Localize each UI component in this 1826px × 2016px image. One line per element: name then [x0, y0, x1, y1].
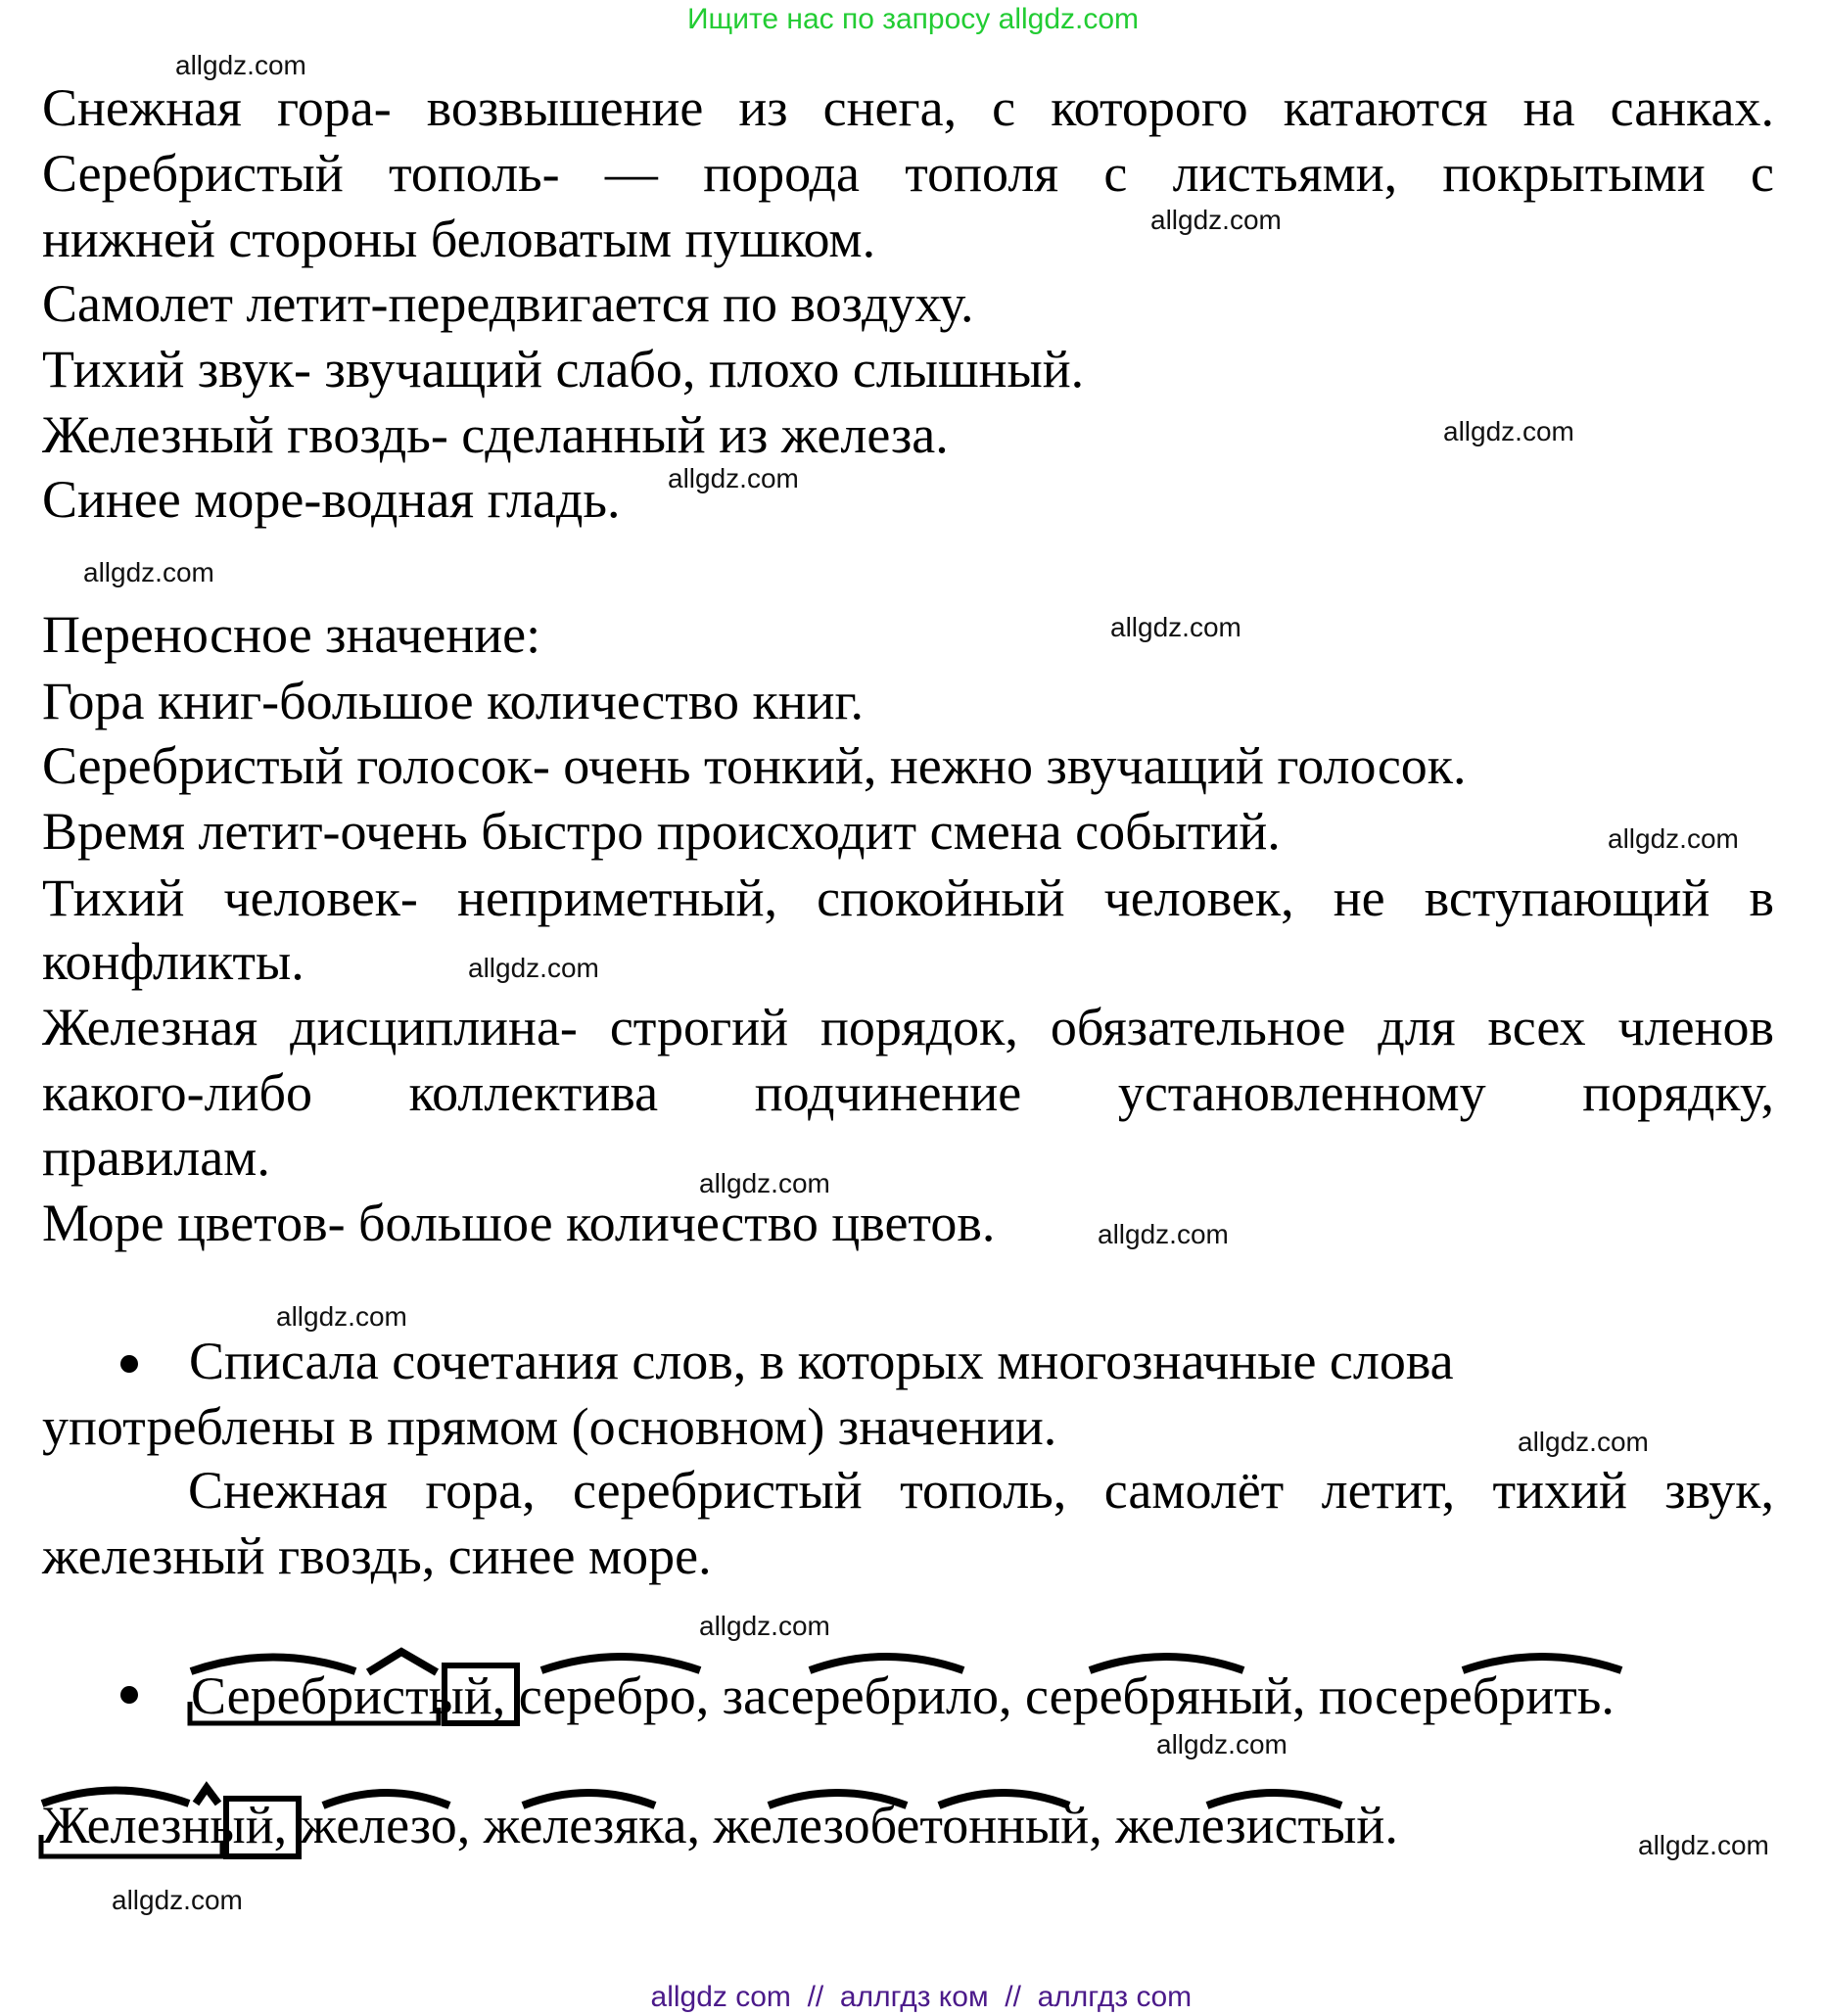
figurative-meaning-line: конфликты. — [42, 932, 304, 991]
watermark: allgdz.com — [1150, 205, 1282, 235]
watermark: allgdz.com — [1110, 612, 1241, 642]
direct-meaning-line: Тихий звук- звучащий слабо, плохо слышный. — [42, 340, 1085, 399]
bullet-icon — [120, 1355, 138, 1373]
word-stem: Серебрист — [191, 1666, 429, 1725]
task-answer-line: Снежная гора, серебристый тополь, самолёт летит, тихий звук, — [188, 1461, 1774, 1520]
direct-meaning-line: Железный гвоздь- сделанный из железа. — [42, 405, 949, 464]
figurative-meaning-line: Море цветов- большое количество цветов. — [42, 1194, 996, 1252]
word-stem: Железн — [42, 1796, 211, 1854]
direct-meaning-line: нижней стороны беловатым пушком. — [42, 210, 876, 268]
word-ending: ый — [210, 1796, 274, 1854]
direct-meaning-line: Самолет летит-передвигается по воздуху. — [42, 274, 974, 333]
watermark: allgdz.com — [699, 1611, 830, 1641]
direct-meaning-line: Снежная гора- возвышение из снега, с которого катаются на санках. — [42, 78, 1774, 137]
watermark: allgdz.com — [1638, 1830, 1769, 1860]
direct-meaning-line: Синее море-водная гладь. — [42, 470, 621, 529]
watermark: allgdz.com — [1608, 823, 1739, 854]
watermark: allgdz.com — [1443, 416, 1574, 446]
watermark: allgdz.com — [276, 1301, 407, 1332]
task-bullet-text: употреблены в прямом (основном) значении. — [42, 1397, 1057, 1456]
figurative-meaning-line: Гора книг-большое количество книг. — [42, 672, 865, 730]
figurative-meaning-line: Время летит-очень быстро происходит смена событий. — [42, 802, 1281, 861]
top-banner-text: Ищите нас по запросу allgdz.com — [686, 3, 1140, 35]
top-banner — [0, 2, 1826, 37]
morpheme-row-serebristyj — [191, 1666, 1615, 1725]
watermark: allgdz.com — [699, 1168, 830, 1198]
task-answer-line: железный гвоздь, синее море. — [42, 1526, 712, 1585]
figurative-meaning-line: Серебристый голосок- очень тонкий, нежно звучащий голосок. — [42, 736, 1467, 795]
footer-banner-text: allgdz com // аллгдз ком // аллгдз com — [650, 1981, 1193, 2013]
footer-banner — [0, 1942, 1826, 2016]
direct-meaning-line: Серебристый тополь- — порода тополя с листьями, покрытыми с — [42, 144, 1774, 203]
task-bullet-text: Списала сочетания слов, в которых многозначные слова — [189, 1332, 1454, 1390]
watermark: allgdz.com — [83, 557, 214, 587]
watermark: allgdz.com — [112, 1885, 243, 1915]
figurative-meaning-line: Тихий человек- неприметный, спокойный человек, не вступающий в — [42, 868, 1774, 927]
watermark: allgdz.com — [1518, 1427, 1649, 1457]
watermark: allgdz.com — [1156, 1729, 1288, 1759]
watermark: allgdz.com — [1098, 1219, 1229, 1249]
word-ending: ый — [428, 1666, 492, 1725]
figurative-meaning-line: Железная дисциплина- строгий порядок, обязательное для всех членов — [42, 998, 1774, 1056]
related-words: , серебро, засеребрило, серебряный, посеребрить. — [492, 1666, 1615, 1725]
watermark: allgdz.com — [468, 953, 599, 983]
bullet-icon — [120, 1686, 138, 1704]
watermark: allgdz.com — [668, 463, 799, 493]
related-words: , железо, железяка, железобетонный, железистый. — [273, 1796, 1398, 1854]
watermark: allgdz.com — [175, 50, 306, 80]
figurative-meaning-line: какого-либо коллектива подчинение установленному порядку, — [42, 1063, 1774, 1122]
section-heading: Переносное значение: — [42, 605, 541, 664]
morpheme-row-zheleznyj — [42, 1796, 1398, 1854]
figurative-meaning-line: правилам. — [42, 1128, 270, 1187]
